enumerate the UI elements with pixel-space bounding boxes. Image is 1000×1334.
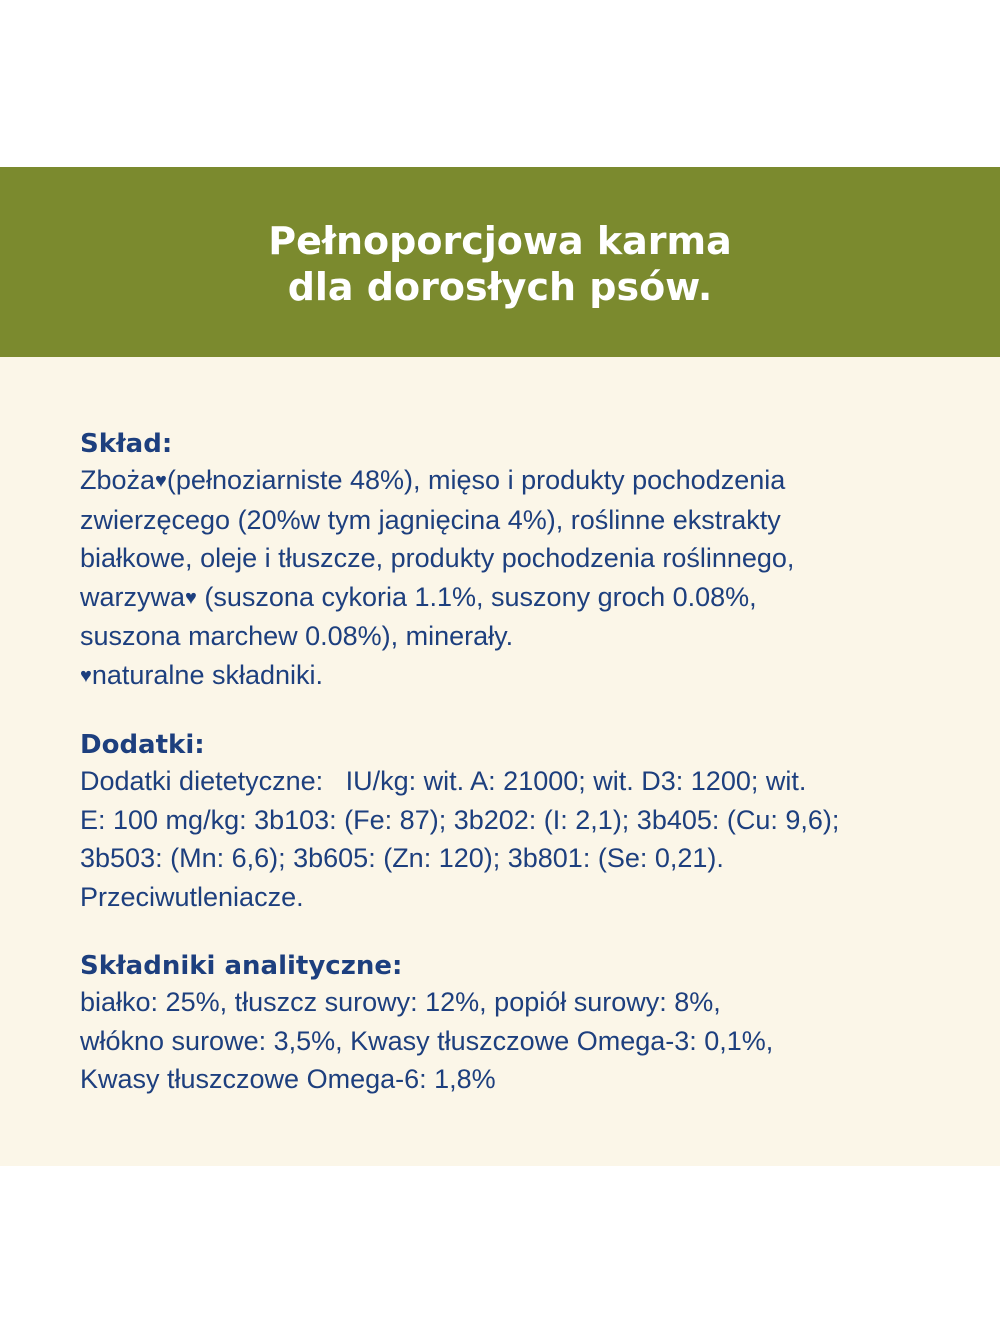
analytical-section: [80, 949, 940, 1099]
composition-section: [80, 427, 940, 695]
heart-icon: ♥: [185, 586, 197, 609]
composition-text: (pełnoziarniste 48%), mięso i produkty pochodzenia: [166, 465, 786, 495]
natural-ingredients-note: [80, 656, 940, 696]
analytical-heading: Składniki analityczne:: [80, 951, 403, 981]
composition-text: Zboża: [80, 465, 156, 495]
composition-heading: Skład:: [80, 429, 173, 459]
composition-text: (suszona cykoria 1.1%, suszony groch 0.08%,: [196, 581, 757, 612]
composition-line: [80, 578, 940, 618]
composition-line: zwierzęcego (20%w tym jagnięcina 4%), roślinne ekstrakty: [80, 504, 781, 535]
heart-icon: ♥: [80, 664, 92, 687]
title-line-2: dla dorosłych psów.: [287, 265, 713, 309]
additives-line: 3b503: (Mn: 6,6); 3b605: (Zn: 120); 3b801: (Se: 0,21).: [80, 843, 724, 873]
additives-section: [80, 728, 940, 916]
analytical-line: białko: 25%, tłuszcz surowy: 12%, popiół surowy: 8%,: [80, 987, 721, 1017]
analytical-line: Kwasy tłuszczowe Omega-6: 1,8%: [80, 1064, 496, 1094]
analytical-line: włókno surowe: 3,5%, Kwasy tłuszczowe Omega-3: 0,1%,: [80, 1025, 774, 1056]
composition-line: białkowe, oleje i tłuszcze, produkty pochodzenia roślinnego,: [80, 543, 795, 573]
additives-line: Przeciwutleniacze.: [80, 881, 304, 912]
composition-line: [80, 461, 940, 501]
additives-line: E: 100 mg/kg: 3b103: (Fe: 87); 3b202: (I: 2,1); 3b405: (Cu: 9,6);: [80, 804, 840, 835]
title-line-1: Pełnoporcjowa karma: [268, 219, 732, 263]
additives-line: Dodatki dietetyczne: IU/kg: wit. A: 21000; wit. D3: 1200; wit.: [80, 766, 807, 796]
product-info: [80, 427, 940, 1132]
composition-text: warzywa: [80, 581, 186, 612]
note-text: naturalne składniki.: [91, 659, 324, 690]
title-banner: [0, 167, 1000, 357]
page-title: [268, 218, 731, 310]
composition-line: suszona marchew 0.08%), minerały.: [80, 621, 514, 651]
additives-heading: Dodatki:: [80, 730, 205, 760]
heart-icon: ♥: [155, 470, 167, 492]
